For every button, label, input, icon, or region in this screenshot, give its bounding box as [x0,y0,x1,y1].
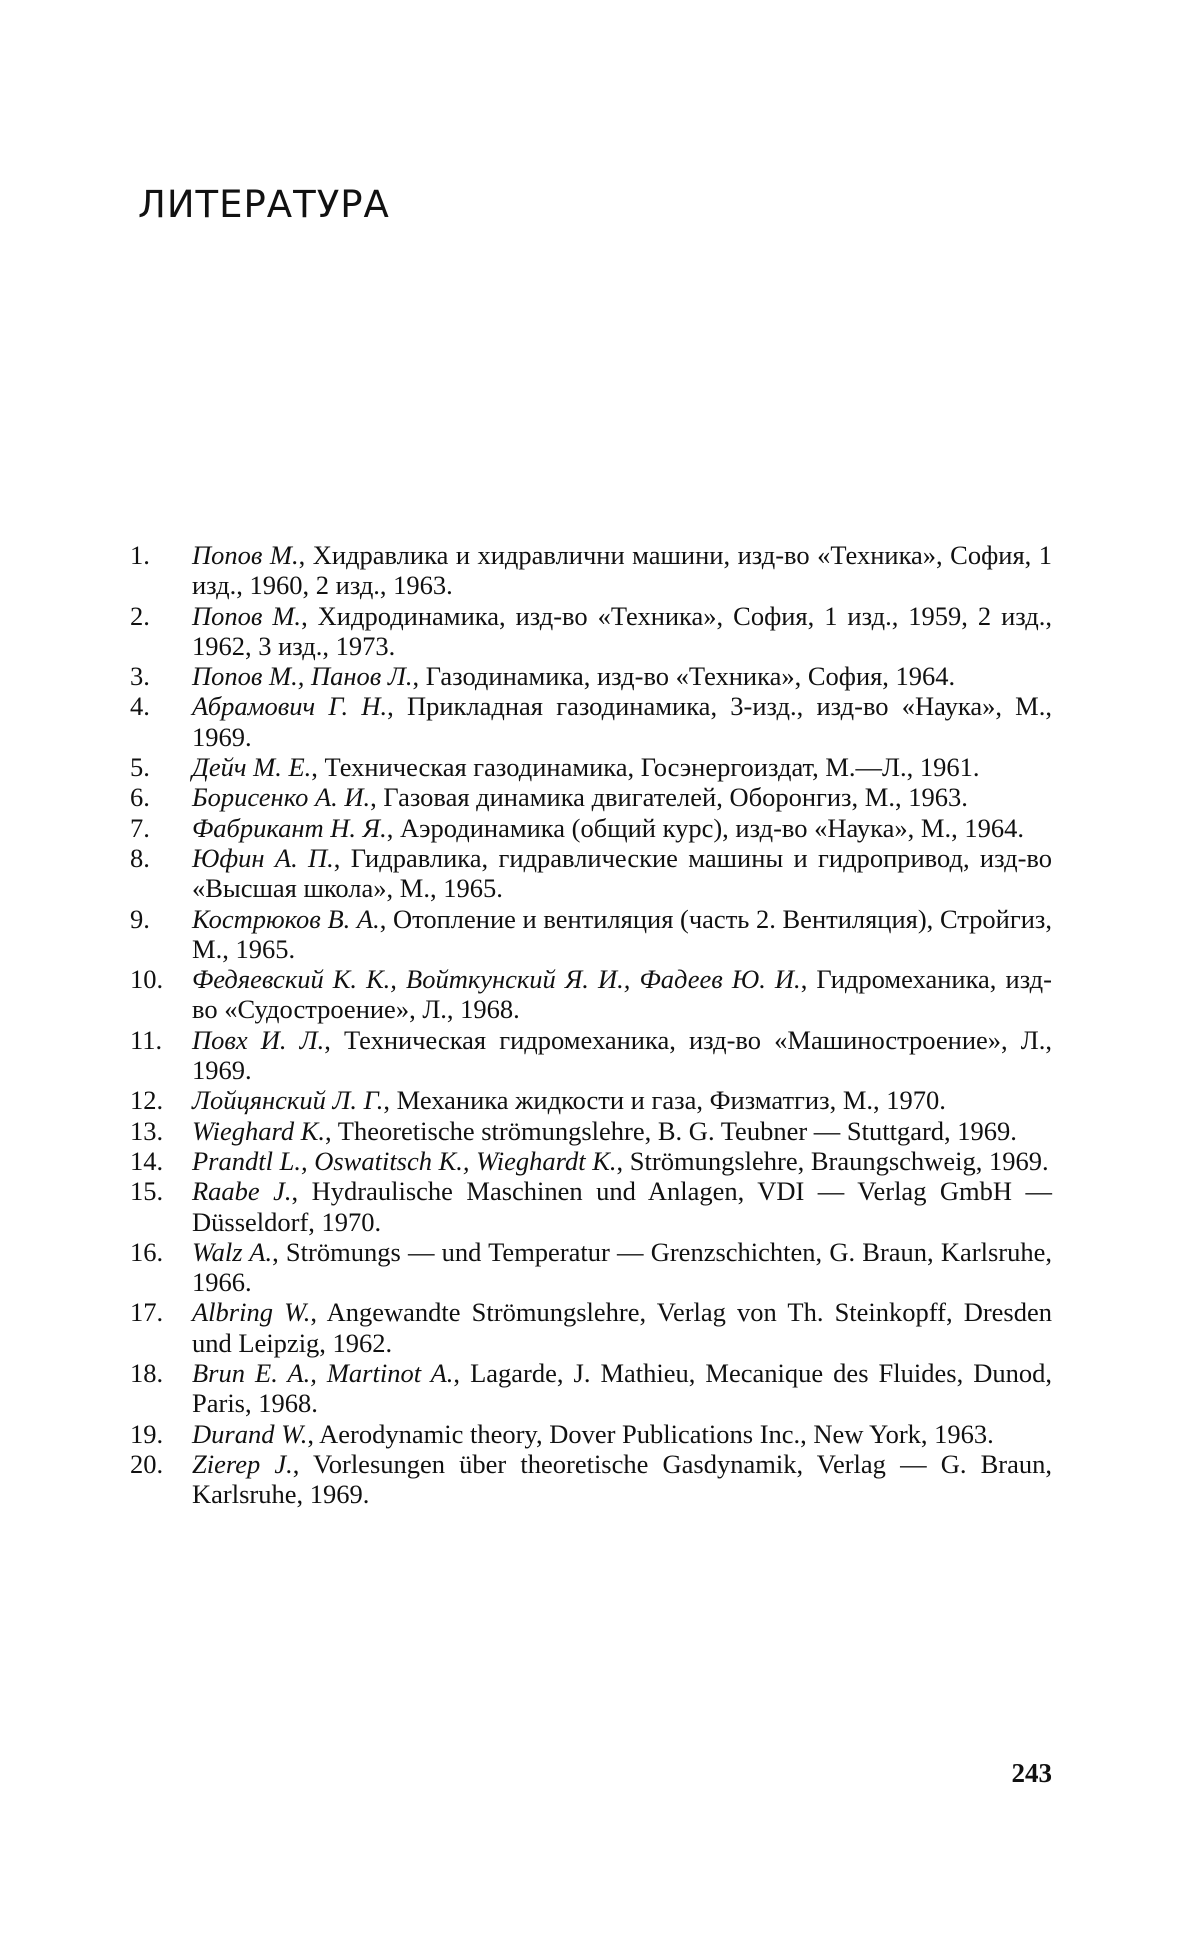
reference-text: , Aerodynamic theory, Dover Publications Inc., New York, 1963. [307,1418,994,1449]
reference-item [130,1176,1052,1237]
reference-text: , Vorlesungen über theoretische Gasdynamik, Verlag — G. Braun, Karlsruhe, 1969. [192,1448,1052,1510]
reference-number: 5. [130,752,150,783]
reference-authors: Федяевский К. К., Войткунский Я. И., Фадеев Ю. И. [192,964,801,995]
reference-authors: Brun E. A., Martinot A. [192,1358,454,1389]
reference-text: , Гидравлика, гидравлические машины и гидропривод, изд-во «Высшая школа», М., 1965. [192,842,1052,904]
reference-number: 15. [130,1176,164,1207]
reference-text: , Отопление и вентиляция (часть 2. Вентиляция), Стройгиз, М., 1965. [192,903,1052,964]
reference-authors: Попов М. [192,600,302,631]
reference-text: , Техническая гидромеханика, изд-во «Машиностроение», Л., 1969. [192,1024,1052,1086]
reference-text: , Хидродинамика, изд-во «Техника», София, 1 изд., 1959, 2 изд., 1962, 3 изд., 1973. [192,600,1052,661]
reference-authors: Prandtl L., Oswatitsch K., Wieghardt K. [192,1145,617,1176]
reference-item [130,1146,1052,1176]
reference-authors: Борисенко А. И. [192,782,371,813]
reference-authors: Попов М. [192,540,299,570]
reference-list [130,540,1052,1510]
page-heading: ЛИТЕРАТУРА [138,183,390,226]
reference-number: 1. [130,540,150,570]
reference-item [130,904,1052,965]
reference-text: , Angewandte Strömungslehre, Verlag von Th. Steinkopff, Dresden und Leipzig, 1962. [192,1297,1052,1358]
reference-authors: Юфин А. П. [192,842,334,873]
reference-text: , Хидравлика и хидравлични машини, изд-во «Техника», София, 1 изд., 1960, 2 изд., 1963. [192,540,1052,601]
reference-item [130,1449,1052,1510]
reference-item [130,691,1052,752]
reference-authors: Walz A. [192,1236,273,1267]
reference-item [130,1297,1052,1358]
page-number: 243 [1011,1758,1052,1788]
reference-item [130,1358,1052,1419]
reference-number: 20. [130,1448,164,1479]
reference-item [130,1025,1052,1086]
reference-text: , Strömungslehre, Braungschweig, 1969. [616,1145,1049,1176]
reference-authors: Повх И. Л. [192,1024,325,1055]
reference-item [130,1419,1052,1449]
reference-item [130,540,1052,601]
reference-number: 13. [130,1115,164,1146]
reference-number: 2. [130,600,150,631]
reference-text: , Аэродинамика (общий курс), изд-во «Наука», М., 1964. [386,812,1024,843]
reference-number: 9. [130,903,150,934]
reference-authors: Raabe J. [192,1176,292,1207]
reference-text: , Механика жидкости и газа, Физматгиз, М., 1970. [383,1085,946,1116]
reference-number: 11. [130,1024,163,1055]
reference-number: 10. [130,964,164,995]
reference-authors: Albring W. [192,1297,311,1328]
reference-authors: Лойцянский Л. Г. [192,1085,384,1116]
reference-authors: Wieghard K. [192,1115,325,1146]
reference-number: 16. [130,1236,164,1267]
reference-text: , Hydraulische Maschinen und Anlagen, VDI — Verlag GmbH — Düsseldorf, 1970. [192,1176,1052,1237]
reference-item [130,782,1052,812]
reference-text: , Прикладная газодинамика, 3-изд., изд-во «Наука», М., 1969. [192,691,1052,752]
reference-item [130,1116,1052,1146]
reference-item [130,1237,1052,1298]
reference-number: 19. [130,1418,164,1449]
reference-number: 3. [130,661,150,692]
reference-text: , Theoretische strömungslehre, B. G. Teubner — Stuttgard, 1969. [325,1115,1017,1146]
reference-item [130,1085,1052,1115]
reference-number: 8. [130,842,150,873]
reference-number: 18. [130,1358,164,1389]
reference-item [130,661,1052,691]
reference-item [130,752,1052,782]
reference-number: 4. [130,691,150,722]
reference-authors: Фабрикант Н. Я. [192,812,387,843]
reference-authors: Дейч М. Е. [192,752,312,783]
reference-authors: Кострюков В. А. [192,903,380,934]
reference-authors: Zierep J. [192,1448,293,1479]
reference-authors: Durand W. [192,1418,308,1449]
reference-number: 7. [130,812,150,843]
reference-item [130,964,1052,1025]
reference-number: 12. [130,1085,164,1116]
reference-authors: Абрамович Г. Н. [192,691,388,722]
reference-text: , Газодинамика, изд-во «Техника», София, 1964. [412,661,956,692]
reference-item [130,843,1052,904]
reference-number: 17. [130,1297,164,1328]
reference-number: 6. [130,782,150,813]
reference-text: , Strömungs — und Temperatur — Grenzschichten, G. Braun, Karlsruhe, 1966. [192,1236,1052,1298]
reference-text: , Lagarde, J. Mathieu, Mecanique des Fluides, Dunod, Paris, 1968. [192,1358,1052,1419]
reference-text: , Гидромеханика, изд-во «Судостроение», Л., 1968. [192,964,1052,1025]
reference-item [130,601,1052,662]
reference-number: 14. [130,1145,164,1176]
reference-item [130,813,1052,843]
reference-text: , Техническая газодинамика, Госэнергоиздат, М.—Л., 1961. [311,752,980,783]
reference-authors: Попов М., Панов Л. [192,661,413,692]
reference-text: , Газовая динамика двигателей, Оборонгиз, М., 1963. [370,782,968,813]
